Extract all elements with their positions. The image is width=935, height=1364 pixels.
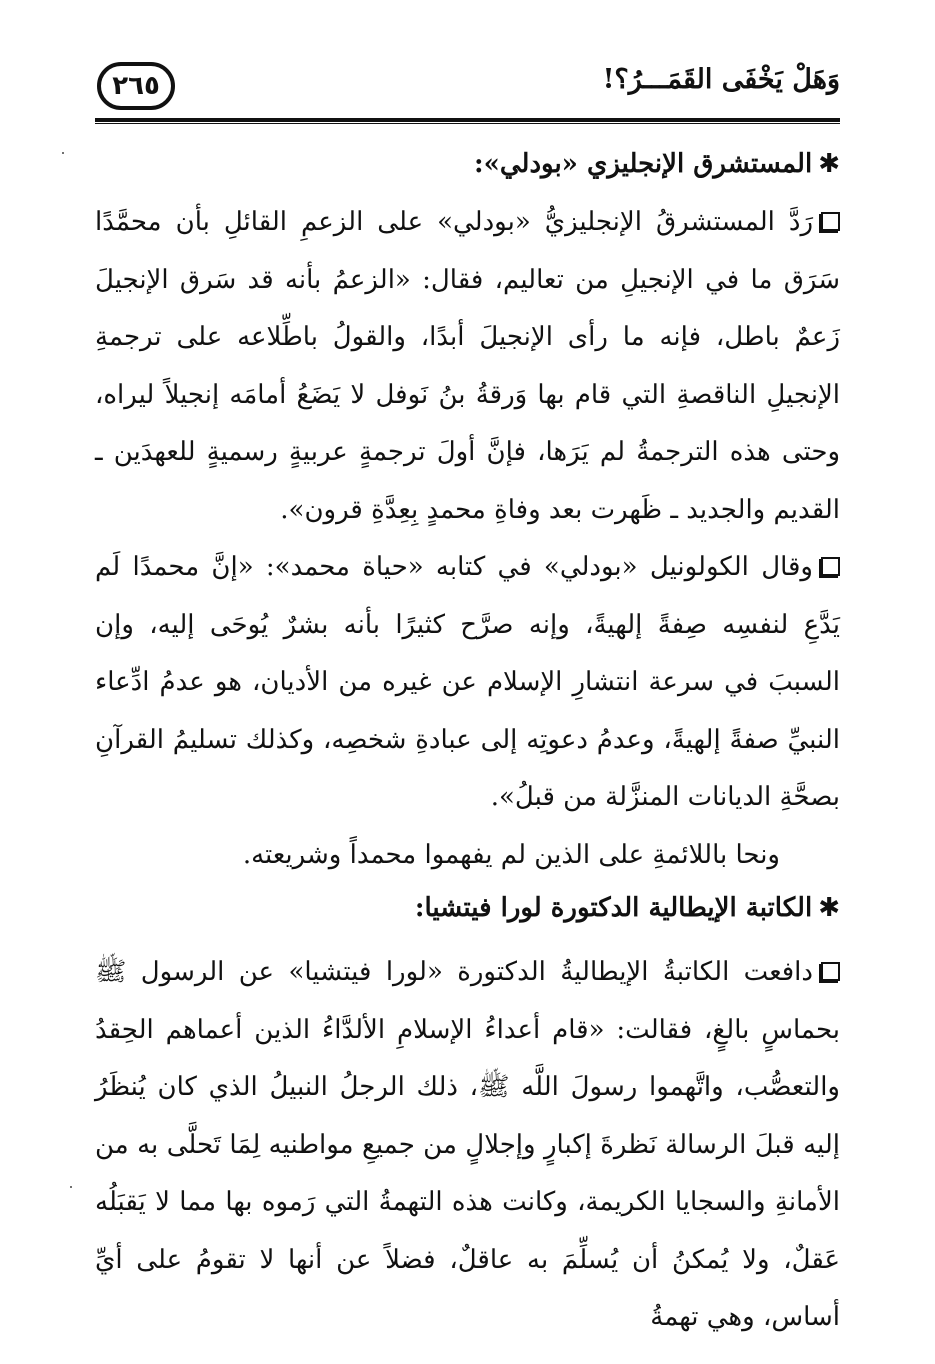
section-heading-vaglieri <box>95 884 840 932</box>
paragraph <box>95 944 840 1347</box>
paragraph-text: دافعت الكاتبةُ الإيطاليةُ الدكتورة «لورا فيتشيا» عن الرسول ﷺ بحماسٍ بالغٍ، فقالت: «قام أعداءُ الإسلامِ الألدَّاءُ الذين أعماهم الحِقدُ والتعصُّب، واتَّهموا رسولَ اللَّه ﷺ، ذلك الرجلُ النبيلُ الذي كان يُنظَرُ إليه قبلَ الرسالة نَظرةَ إكبارٍ وإجلالٍ من جميعِ مواطنيه لِمَا تَحلَّى به من الأمانةِ والسجايا الكريمة، وكانت هذه التهمةُ التي رَموه بها مما لا يَقبَلُه عَقلٌ، ولا يُمكنُ أن يُسلِّمَ به عاقلٌ، فضلاً عن أنها لا تقومُ على أيِّ أساس، وهي تهمةُ <box>95 957 840 1332</box>
paragraph-text: ونحا باللائمةِ على الذين لم يفهموا محمداً وشريعته. <box>242 839 780 870</box>
asterisk-icon: ✱ <box>818 149 840 179</box>
paragraph-box-icon <box>821 212 840 231</box>
paragraph <box>95 539 840 827</box>
scan-speck <box>62 152 64 154</box>
header-rule <box>95 118 840 122</box>
paragraph-box-icon <box>821 557 840 576</box>
header-rule-thin <box>95 123 840 124</box>
running-title: وَهَلْ يَخْفَى القَمَـــرُ؟! <box>602 64 840 95</box>
section-heading-text: المستشرق الإنجليزي «بودلي»: <box>474 149 813 179</box>
page-number-badge: ٢٦٥ <box>97 62 175 110</box>
paragraph-text: رَدَّ المستشرقُ الإنجليزيُّ «بودلي» على الزعمِ القائلِ بأن محمَّدًا سَرَق ما في الإنجيلِ من تعاليم، فقال: «الزعمُ بأنه قد سَرق الإنجيلَ زَعمٌ باطل، فإنه ما رأى الإنجيلَ أبدًا، والقولُ باطِّلاعه على ترجمةِ الإنجيلِ الناقصةِ التي قام بها وَرقةُ بنُ نَوفل لا يَضَعُ أمامَه إنجيلاً ليراه، وحتى هذه الترجمةُ لم يَرَها، فإنَّ أولَ ترجمةٍ عربيةٍ رسميةٍ للعهدَين ـ القديم والجديد ـ ظَهرت بعد وفاةِ محمدٍ بِعِدَّةِ قرون». <box>95 207 840 525</box>
section-heading-text: الكاتبة الإيطالية الدكتورة لورا فيتشيا: <box>414 893 813 923</box>
page-header <box>95 56 840 126</box>
scan-speck <box>70 1186 72 1188</box>
page-body <box>95 140 840 1347</box>
paragraph-box-icon <box>821 962 840 981</box>
section-heading-bodley <box>95 140 840 188</box>
asterisk-icon: ✱ <box>818 893 840 923</box>
paragraph <box>95 194 840 539</box>
paragraph <box>95 827 840 885</box>
spacer <box>95 932 840 944</box>
paragraph-text: وقال الكولونيل «بودلي» في كتابه «حياة محمد»: «إنَّ محمدًا لَم يَدَّعِ لنفسِه صِفةً إلهيةً، وإنه صرَّح كثيرًا بأنه بشرٌ يُوحَى إليه، وإن السببَ في سرعة انتشارِ الإسلام عن غيره من الأديان، هو عدمُ ادِّعاء النبيِّ صفةً إلهيةً، وعدمُ دعوتِه إلى عبادةِ شخصِه، وكذلك تسليمُ القرآنِ بصحَّةِ الديانات المنزَّلة من قبلُ». <box>95 552 840 812</box>
